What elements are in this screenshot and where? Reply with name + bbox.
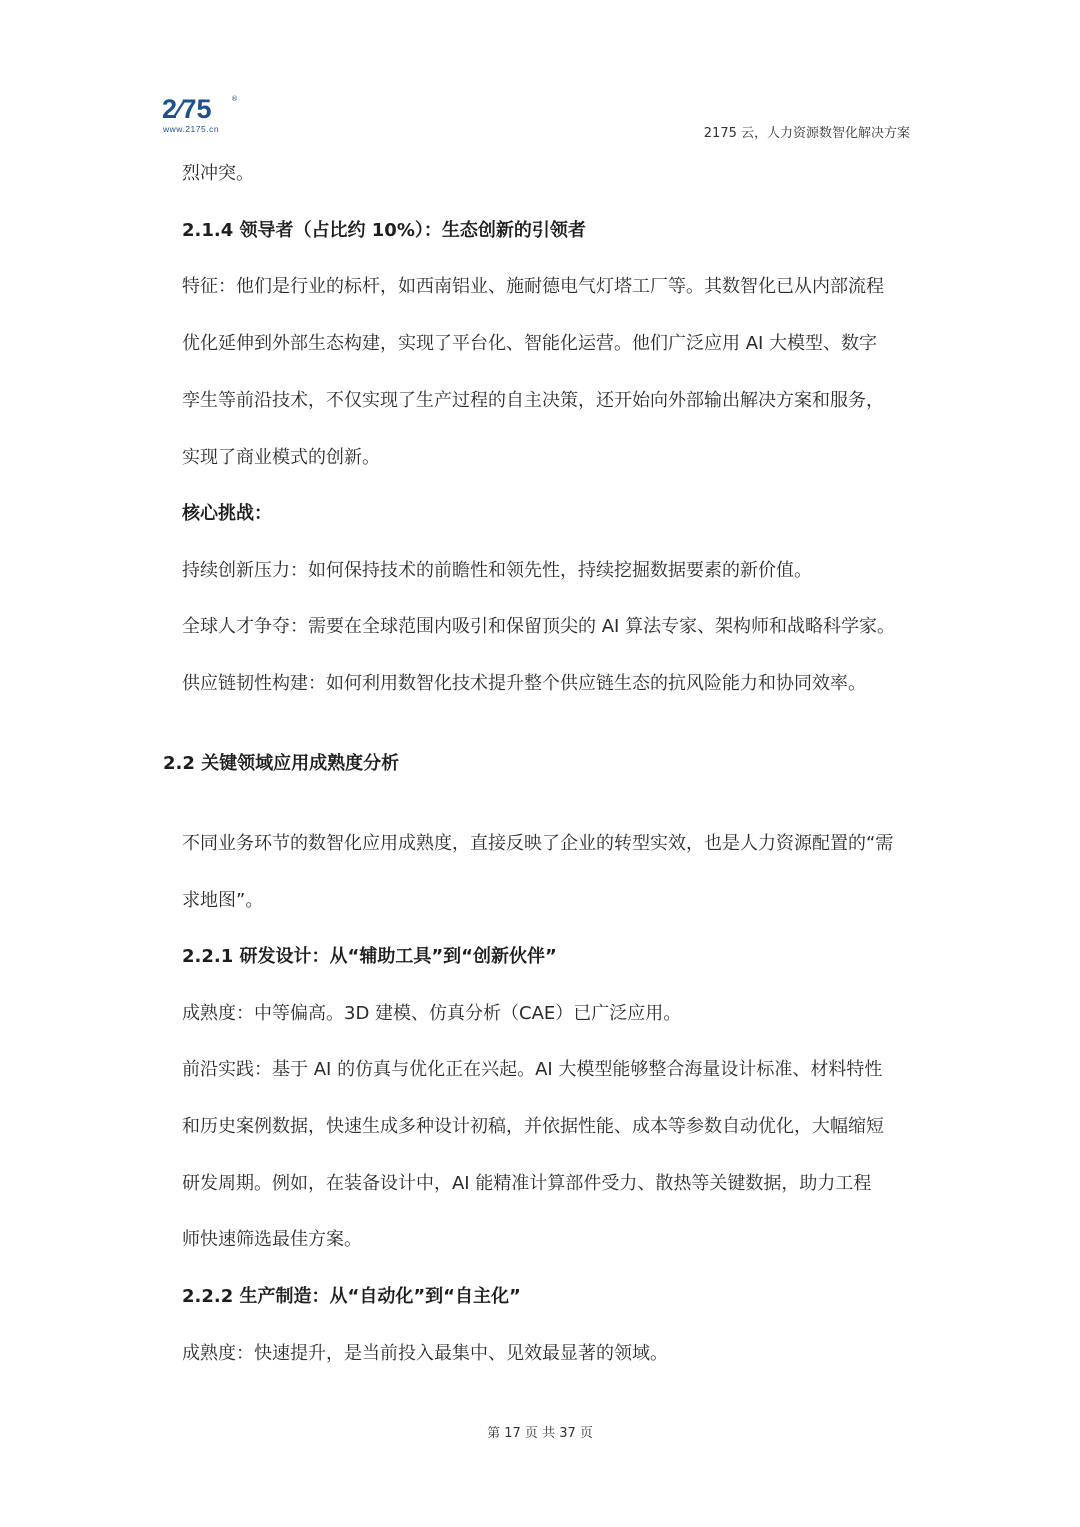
- section-heading-2-1-4: 2.1.4 领导者（占比约 10%）：生态创新的引领者: [182, 220, 586, 241]
- paragraph-line: 成熟度：中等偏高。3D 建模、仿真分析（CAE）已广泛应用。: [182, 1003, 682, 1024]
- header-title: 2175 云，人力资源数智化解决方案: [703, 126, 910, 141]
- company-logo: [162, 96, 252, 140]
- paragraph-line: 特征：他们是行业的标杆，如西南铝业、施耐德电气灯塔工厂等。其数智化已从内部流程: [182, 276, 884, 297]
- paragraph-line: 实现了商业模式的创新。: [182, 447, 380, 468]
- core-challenge-heading: 核心挑战：: [182, 503, 272, 524]
- paragraph-line: 成熟度：快速提升，是当前投入最集中、见效最显著的领域。: [182, 1343, 668, 1364]
- section-heading-2-2-1: 2.2.1 研发设计：从“辅助工具”到“创新伙伴”: [182, 946, 557, 967]
- paragraph-line: 研发周期。例如，在装备设计中，AI 能精准计算部件受力、散热等关键数据，助力工程: [182, 1173, 872, 1194]
- section-heading-2-2-2: 2.2.2 生产制造：从“自动化”到“自主化”: [182, 1286, 521, 1307]
- paragraph-line: 供应链韧性构建：如何利用数智化技术提升整个供应链生态的抗风险能力和协同效率。: [182, 673, 866, 694]
- page-number: 第 17 页 共 37 页: [487, 1426, 593, 1441]
- paragraph-line: 全球人才争夺：需要在全球范围内吸引和保留顶尖的 AI 算法专家、架构师和战略科学家。: [182, 616, 896, 637]
- logo-registered-mark: ®: [231, 95, 238, 103]
- paragraph-line: 前沿实践：基于 AI 的仿真与优化正在兴起。AI 大模型能够整合海量设计标准、材料特性: [182, 1059, 883, 1080]
- paragraph-line: 师快速筛选最佳方案。: [182, 1229, 362, 1250]
- paragraph-line: 孪生等前沿技术，不仅实现了生产过程的自主决策，还开始向外部输出解决方案和服务，: [182, 390, 884, 411]
- paragraph-line: 持续创新压力：如何保持技术的前瞻性和领先性，持续挖掘数据要素的新价值。: [182, 560, 812, 581]
- logo-mark: 2⁄75: [162, 94, 212, 124]
- paragraph-line: 和历史案例数据，快速生成多种设计初稿，并依据性能、成本等参数自动优化，大幅缩短: [182, 1116, 884, 1137]
- paragraph-line: 求地图”。: [182, 890, 264, 911]
- paragraph-line: 烈冲突。: [182, 163, 254, 184]
- paragraph-line: 优化延伸到外部生态构建，实现了平台化、智能化运营。他们广泛应用 AI 大模型、数字: [182, 333, 878, 354]
- logo-url: www.2175.cn: [163, 124, 220, 134]
- section-heading-2-2: 2.2 关键领域应用成熟度分析: [163, 753, 400, 774]
- paragraph-line: 不同业务环节的数智化应用成熟度，直接反映了企业的转型实效，也是人力资源配置的“需: [182, 833, 894, 854]
